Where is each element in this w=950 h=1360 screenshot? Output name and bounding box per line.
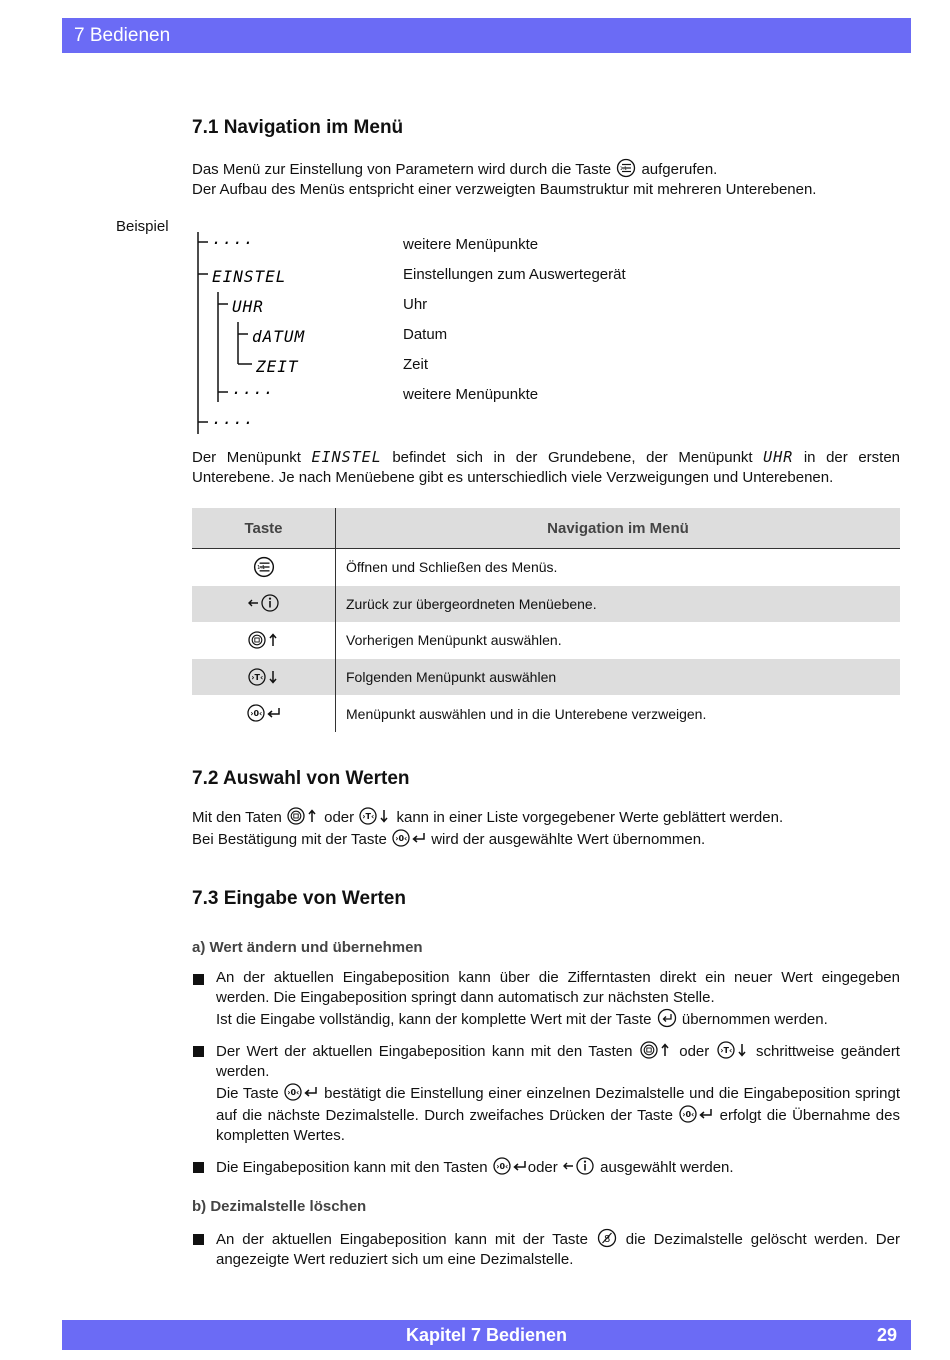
key-cell <box>192 549 336 586</box>
menu-key-icon <box>252 556 276 578</box>
tree-node-label: .... <box>232 380 275 398</box>
description-cell: Vorherigen Menüpunkt auswählen. <box>346 632 562 649</box>
column-header-key: Taste <box>192 508 336 549</box>
back-info-key-icon <box>247 593 281 613</box>
tree-row <box>192 350 900 380</box>
tree-row <box>192 410 900 440</box>
delete-key-icon <box>596 1228 618 1248</box>
bullet-text: bestätigt die Einstellung einer einzelnen Dezimalstelle und die Eingabeposition springt auf die nächste Dezimalstelle. Durch zweifaches Drücken der Taste <box>216 1085 900 1124</box>
zero-enter-key-icon <box>492 1156 528 1176</box>
bullet-square-icon <box>193 1162 204 1173</box>
section-7-1-intro <box>192 158 900 200</box>
explanation-text-c: in der ersten Unterebene. Je nach Menüebene gibt es unterschiedlich viele Verzweigungen und Unterebenen. <box>192 449 901 486</box>
tree-row <box>192 380 900 410</box>
tree-description: weitere Menüpunkte <box>403 386 539 403</box>
subsection-a-bullets <box>192 968 900 1188</box>
bullet-text: schrittweise geändert werden. <box>216 1043 900 1080</box>
description-cell: Öffnen und Schließen des Menüs. <box>346 559 558 576</box>
explanation-text-b: befindet sich in der Grundebene, der Menüpunkt <box>392 449 753 466</box>
zero-enter-key-icon <box>246 703 282 723</box>
bullet-text: Ist die Eingabe vollständig, kann der komplette Wert mit der Taste <box>216 1011 652 1028</box>
tree-branch-icon <box>192 290 392 320</box>
page-footer <box>62 1320 911 1350</box>
tree-branch-icon <box>192 320 392 350</box>
section-7-3-heading: 7.3 Eingabe von Werten <box>192 888 406 909</box>
tree-branch-icon <box>192 380 392 410</box>
section-7-2-text <box>192 806 900 850</box>
select-text-c: kann in einer Liste vorgegebener Werte geblättert werden. <box>396 809 784 826</box>
tree-description: Zeit <box>403 356 429 373</box>
zero-enter-key-icon <box>678 1104 714 1124</box>
bullet-square-icon <box>193 1046 204 1057</box>
key-cell <box>192 695 336 732</box>
zero-enter-key-icon <box>283 1082 319 1102</box>
bullet-text: Die Taste <box>216 1085 279 1102</box>
key-cell <box>192 622 336 659</box>
table-header-row <box>192 508 900 549</box>
tree-branch-icon <box>192 260 392 290</box>
section-7-1-tree-explanation <box>192 447 900 488</box>
tree-description: weitere Menüpunkte <box>403 236 539 253</box>
key-cell <box>192 659 336 696</box>
section-7-2-heading: 7.2 Auswahl von Werten <box>192 768 410 789</box>
bullet-text: erfolgt die Übernahme des kompletten Wertes. <box>216 1107 900 1144</box>
up-key-icon <box>286 806 320 826</box>
list-item <box>192 1228 900 1270</box>
tree-description: Einstellungen zum Auswertegerät <box>403 266 626 283</box>
description-cell: Zurück zur übergeordneten Menüebene. <box>336 586 901 623</box>
tare-down-key-icon <box>358 806 392 826</box>
table-row <box>192 586 900 623</box>
tree-node-label: .... <box>212 230 255 248</box>
table-row <box>192 549 900 586</box>
table-row <box>192 695 900 732</box>
bullet-square-icon <box>193 1234 204 1245</box>
page-number: 29 <box>876 1325 897 1345</box>
up-key-icon <box>247 630 281 650</box>
bullet-text: oder <box>679 1043 710 1060</box>
list-item <box>192 968 900 1030</box>
bullet-text: An der aktuellen Eingabeposition kann mit der Taste <box>216 1231 588 1248</box>
bullet-text: übernommen werden. <box>681 1011 828 1028</box>
tree-branch-icon <box>192 350 392 380</box>
select-text-b: oder <box>324 809 355 826</box>
column-header-navigation: Navigation im Menü <box>336 508 901 549</box>
menu-key-icon <box>615 158 637 178</box>
intro-text-b: aufgerufen. <box>641 161 718 178</box>
back-info-key-icon <box>562 1156 596 1176</box>
tree-node-label: dATUM <box>252 327 306 346</box>
tree-row <box>192 260 900 290</box>
bullet-text: Der Wert der aktuellen Eingabeposition kann mit den Tasten <box>216 1043 633 1060</box>
enter-key-icon <box>656 1008 678 1028</box>
bullet-text: Die Eingabeposition kann mit den Tasten <box>216 1159 488 1176</box>
bullet-text: ausgewählt werden. <box>600 1159 734 1176</box>
explanation-text-a: Der Menüpunkt <box>192 449 301 466</box>
footer-chapter-title: Kapitel 7 Bedienen <box>405 1325 568 1345</box>
select-text-a: Mit den Taten <box>192 809 282 826</box>
intro-text-a: Das Menü zur Einstellung von Parametern wird durch die Taste <box>192 161 612 178</box>
key-cell <box>192 586 336 623</box>
tree-branch-icon <box>192 410 392 440</box>
bullet-square-icon <box>193 974 204 985</box>
bullet-text: An der aktuellen Eingabeposition kann über die Zifferntasten direkt ein neuer Wert eingegeben werden. Die Eingabeposition springt dann automatisch zur nächsten Stelle. <box>216 969 900 1006</box>
description-cell: Menüpunkt auswählen und in die Unterebene verzweigen. <box>346 705 707 722</box>
tree-node-label: UHR <box>232 297 264 316</box>
chapter-header <box>62 18 911 53</box>
tare-down-key-icon <box>247 667 281 687</box>
tree-row <box>192 320 900 350</box>
list-item <box>192 1040 900 1146</box>
example-label: Beispiel <box>116 218 169 235</box>
tree-node-label: .... <box>212 410 255 428</box>
subsection-b-heading: b) Dezimalstelle löschen <box>192 1198 367 1215</box>
segment-label-einstel: EINSTEL <box>311 448 382 466</box>
table-row <box>192 622 900 659</box>
tree-description: Uhr <box>403 296 428 313</box>
list-item <box>192 1156 900 1178</box>
tare-down-key-icon <box>716 1040 750 1060</box>
intro-text-line2: Der Aufbau des Menüs entspricht einer verzweigten Baumstruktur mit mehreren Unterebenen. <box>192 181 817 198</box>
zero-enter-key-icon <box>391 828 427 848</box>
bullet-text: oder <box>527 1159 558 1176</box>
navigation-key-table <box>192 508 900 732</box>
section-7-1-heading: 7.1 Navigation im Menü <box>192 117 404 138</box>
subsection-a-heading: a) Wert ändern und übernehmen <box>192 939 423 956</box>
tree-description: Datum <box>403 326 448 343</box>
confirm-text-b: wird der ausgewählte Wert übernommen. <box>431 831 706 848</box>
tree-row <box>192 230 900 260</box>
segment-label-uhr: UHR <box>763 448 794 466</box>
description-cell: Folgenden Menüpunkt auswählen <box>336 659 901 696</box>
up-key-icon <box>639 1040 673 1060</box>
subsection-b-bullets <box>192 1228 900 1280</box>
bullet-text: die Dezimalstelle gelöscht werden. Der angezeigte Wert reduziert sich um eine Dezimalstelle. <box>216 1231 900 1268</box>
chapter-header-title: 7 Bedienen <box>74 25 171 46</box>
menu-tree-example <box>192 230 900 440</box>
confirm-text-a: Bei Bestätigung mit der Taste <box>192 831 387 848</box>
tree-node-label: EINSTEL <box>212 267 287 286</box>
tree-branch-icon <box>192 230 392 260</box>
tree-row <box>192 290 900 320</box>
table-row <box>192 659 900 696</box>
tree-node-label: ZEIT <box>256 357 299 376</box>
